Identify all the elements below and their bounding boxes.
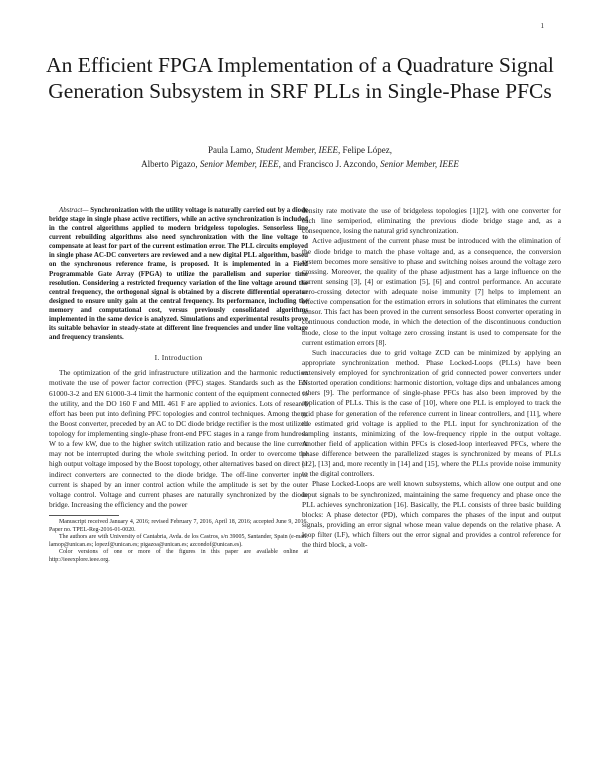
- author-role: Senior Member, IEEE: [380, 158, 459, 169]
- abstract: [49, 206, 308, 342]
- intro-paragraph: The optimization of the grid infrastructure utilization and the harmonic reduction motivate the use of power factor correction (PFC) stages. Standards such as the EN 61000-3-2 and EN 61000-3-4 limit the harmonic content of the equipment connected to the utility, and the DO 160 F and MIL 461 F are applied to avionics. Lots of research effort has been put into defining PFC topologies and control techniques. Among them, the Boost converter, preceded by an AC to DC diode bridge rectifier is the most utilized topology for implementing single-phase front-end PFC stages in a range from hundreds W to a few kW, due to the higher switch utilization ratio and because the line current may not be interrupted during the whole switching period. In order to overcome the high output voltage imposed by the Boost topology, other alternatives based on direct or indirect converters are connected to the diode bridge. The off-line converter input current is shaped by an inner control action while the amplitude is set by the outer voltage control. Voltage and current phases are naturally synchronized by the diode bridge. Increasing the efficiency and the power: [49, 368, 308, 509]
- author-role: Student Member, IEEE,: [255, 145, 341, 155]
- body-paragraph: Phase Locked-Loops are well known subsystems, which allow one output and one input signals to be synchronized, maintaining the same frequency and phase once the PLL achieves synchronization [16]. Basically, the PLL consists of three basic building blocks: A phase detector (PD), which compares the phases of the input and output signals, providing an error signal whose mean value depends on the relative phase. A loop filter (LF), which filters out the error signal and provides a control reference for the third block, a volt-: [302, 479, 561, 550]
- section-heading: I. Introduction: [154, 353, 203, 363]
- body-paragraph: density rate motivate the use of bridgeless topologies [1][2], with one converter for each line semiperiod, eliminating the previous diode bridge stage and, as a consequence, losing the natural grid synchronization.: [302, 206, 561, 236]
- author-role: Senior Member, IEEE,: [199, 158, 281, 169]
- paper-title: An Efficient FPGA Implementation of a Quadrature Signal Generation Subsystem in SRF PLLs in Single-Phase PFCs: [46, 53, 554, 103]
- footnote-affiliation: The authors are with University of Cantabria, Avda. de los Castros, s/n 39005, Santander, Spain (e-mail: lamop@unican.es; lopezf@unican.es; pigazoa@unican.es; azcondof@unican.es).: [49, 534, 308, 548]
- footnote-color: Color versions of one or more of the figures in this paper are available online at http://ieeexplore.ieee.org.: [49, 549, 308, 563]
- author-names: Paula Lamo,: [208, 145, 256, 155]
- right-column: [302, 206, 561, 550]
- left-column: [49, 206, 308, 564]
- footnote-manuscript: Manuscript received January 4, 2016; revised February 7, 2016, April 18, 2016; accepted June 9, 2016. Paper no. TPEL-Reg-2016-01-0020.: [49, 519, 308, 533]
- abstract-label: Abstract—: [59, 207, 89, 214]
- author-names: Alberto Pigazo,: [141, 158, 200, 169]
- body-paragraph: Such inaccuracies due to grid voltage ZCD can be minimized by applying an appropriate synchronization method. Phase Locked-Loops (PLLs) have been extensively employed for synchronization of grid connected power converters under distorted operation conditions: harmonic distortion, voltage dips and unbalances among others [9]. The performance of single-phase PFCs has also been improved by the application of PLLs. This is the case of [10], where one PLL is employed to track the grid phase for generation of the reference current in linear controllers, and [11], where the estimated grid voltage is applied to the PLL input for synchronization of the sampling instants, minimizing of the low-frequency ripple in the output voltage. Another field of application within PFCs is closed-loop interleaved PFCs, where the phase difference between the parallelized stages is synchronized by means of PLLs [12], [13] and, more recently in [14] and [15], where the PLLs provide noise immunity to the digital controllers.: [302, 347, 561, 479]
- author-line-2: [40, 158, 560, 172]
- author-names: Felipe López,: [340, 145, 392, 155]
- page-number: 1: [540, 22, 544, 30]
- body-paragraph: Active adjustment of the current phase must be introduced with the elimination of the diode bridge to match the phase voltage and, as a consequence, the conversion system becomes more sensitive to phase and switching noises around the voltage zero crossing. Moreover, the quality of the phase adjustment has a large influence on the current sensing [3], [4] or estimation [5], [6] and control performance. An accurate zero-crossing detector with adequate noise immunity [7] helps to implement an effective compensation for the estimation errors in solutions that eliminates the current sensor. This fact has been proved in the current sensorless Boost converter operating in continuous conduction mode, in which the detection of the discontinuous conduction mode, close to the input voltage zero crossing instant is used to compensate for the current estimation errors [8].: [302, 236, 561, 347]
- abstract-text: Synchronization with the utility voltage is naturally carried out by a diode bridge stage in single phase active rectifiers, while an active synchronization is included in the control algorithms applied to modern bridgeless topologies. Sensorless line current rebuilding algorithms also need synchronization with the line voltage to compensate at least for part of the current estimation error. The PLL circuits employed in single phase AC-DC converters are reviewed and a new digital PLL algorithm, based on the synchronous reference frame, is proposed. It is implemented in a Field Programmable Gate Array (FPGA) to utilize the parallelism and superior time resolution. Considering a restricted frequency variation of the line voltage around the central frequency, the orthogonal signal is obtained by a discrete differential operator designed to ensure unity gain at the central frequency. Its performance, including the memory and computational cost, versus previously consolidated algorithms implemented in the same device is analyzed. Simulations and experimental results prove its suitable behavior in steady-state at different line frequencies and under line voltage and frequency transients.: [49, 207, 308, 342]
- author-line-1: [40, 144, 560, 158]
- author-names: and Francisco J. Azcondo,: [280, 158, 381, 169]
- author-block: [40, 144, 560, 171]
- footnote-divider: [49, 515, 119, 516]
